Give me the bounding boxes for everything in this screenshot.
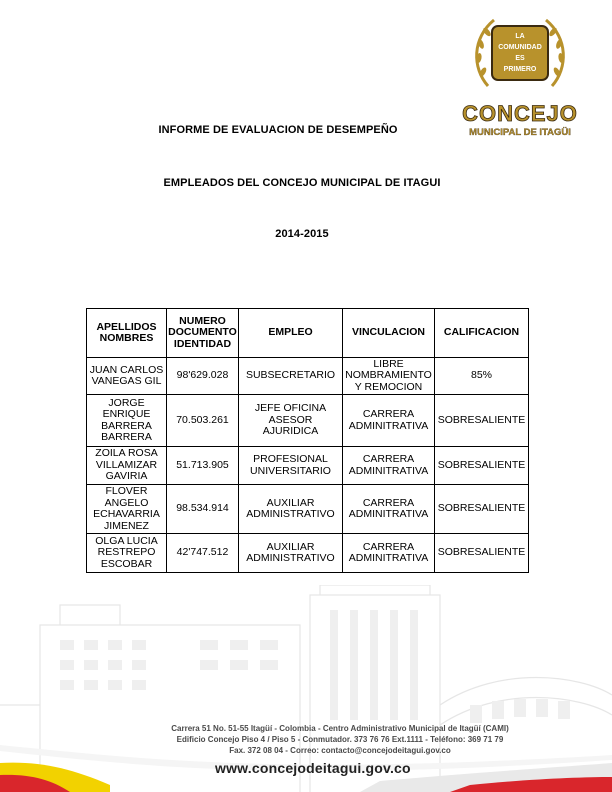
cell-job: AUXILIAR ADMINISTRATIVO — [239, 485, 343, 534]
cell-document: 98'629.028 — [167, 358, 239, 395]
cell-name: FLOVER ANGELO ECHAVARRIA JIMENEZ — [87, 485, 167, 534]
cell-job: AUXILIAR ADMINISTRATIVO — [239, 534, 343, 573]
table-row — [87, 485, 529, 534]
cell-score: SOBRESALIENTE — [435, 395, 529, 447]
logo-badge-line-1: LA — [515, 33, 525, 40]
footer-website-link[interactable]: www.concejodeitagui.gov.co — [215, 760, 411, 776]
cell-document: 98.534.914 — [167, 485, 239, 534]
logo-badge-line-4: PRIMERO — [503, 66, 537, 73]
cell-name: JUAN CARLOS VANEGAS GIL — [87, 358, 167, 395]
table-row — [87, 358, 529, 395]
cell-score: SOBRESALIENTE — [435, 534, 529, 573]
footer-phones: Edificio Concejo Piso 4 / Piso 5 - Conmutador. 373 76 76 Ext.1111 - Teléfono: 369 71 79 — [176, 735, 504, 744]
footer-fax-email: Fax. 372 08 04 - Correo: contacto@concejodeitagui.gov.co — [229, 746, 451, 755]
header-apellidos-nombres: APELLIDOS NOMBRES — [87, 309, 167, 358]
cell-name: OLGA LUCIA RESTREPO ESCOBAR — [87, 534, 167, 573]
header-vinculacion: VINCULACION — [343, 309, 435, 358]
logo-badge-line-3: ES — [515, 55, 525, 62]
cell-score: SOBRESALIENTE — [435, 485, 529, 534]
logo-wordmark: CONCEJO — [462, 101, 578, 126]
header-numero-documento: NUMERO DOCUMENTO IDENTIDAD — [167, 309, 239, 358]
cell-score: SOBRESALIENTE — [435, 447, 529, 485]
cell-link: CARRERA ADMINITRATIVA — [343, 395, 435, 447]
cell-document: 51.713.905 — [167, 447, 239, 485]
evaluation-table — [86, 308, 529, 573]
report-title: INFORME DE EVALUACION DE DESEMPEÑO — [158, 124, 398, 136]
cell-job: SUBSECRETARIO — [239, 358, 343, 395]
cell-name: JORGE ENRIQUE BARRERA BARRERA — [87, 395, 167, 447]
header-empleo: EMPLEO — [239, 309, 343, 358]
cell-job: JEFE OFICINA ASESOR AJURIDICA — [239, 395, 343, 447]
cell-job: PROFESIONAL UNIVERSITARIO — [239, 447, 343, 485]
cell-link: CARRERA ADMINITRATIVA — [343, 534, 435, 573]
logo-subtitle: MUNICIPAL DE ITAGÜI — [469, 127, 571, 138]
table-row — [87, 534, 529, 573]
cell-name: ZOILA ROSA VILLAMIZAR GAVIRIA — [87, 447, 167, 485]
cell-score: 85% — [435, 358, 529, 395]
table-row — [87, 447, 529, 485]
cell-link: LIBRE NOMBRAMIENTO Y REMOCION — [343, 358, 435, 395]
report-period: 2014-2015 — [275, 228, 329, 240]
table-header-row — [87, 309, 529, 358]
cell-link: CARRERA ADMINITRATIVA — [343, 447, 435, 485]
cell-link: CARRERA ADMINITRATIVA — [343, 485, 435, 534]
report-subtitle: EMPLEADOS DEL CONCEJO MUNICIPAL DE ITAGUI — [163, 177, 441, 189]
table-row — [87, 395, 529, 447]
logo-badge-line-2: COMUNIDAD — [498, 44, 542, 51]
cell-document: 42'747.512 — [167, 534, 239, 573]
footer-address: Carrera 51 No. 51-55 Itagüí - Colombia - Centro Administrativo Municipal de Itagüí (CAMI) — [171, 724, 509, 733]
cell-document: 70.503.261 — [167, 395, 239, 447]
header-calificacion: CALIFICACION — [435, 309, 529, 358]
